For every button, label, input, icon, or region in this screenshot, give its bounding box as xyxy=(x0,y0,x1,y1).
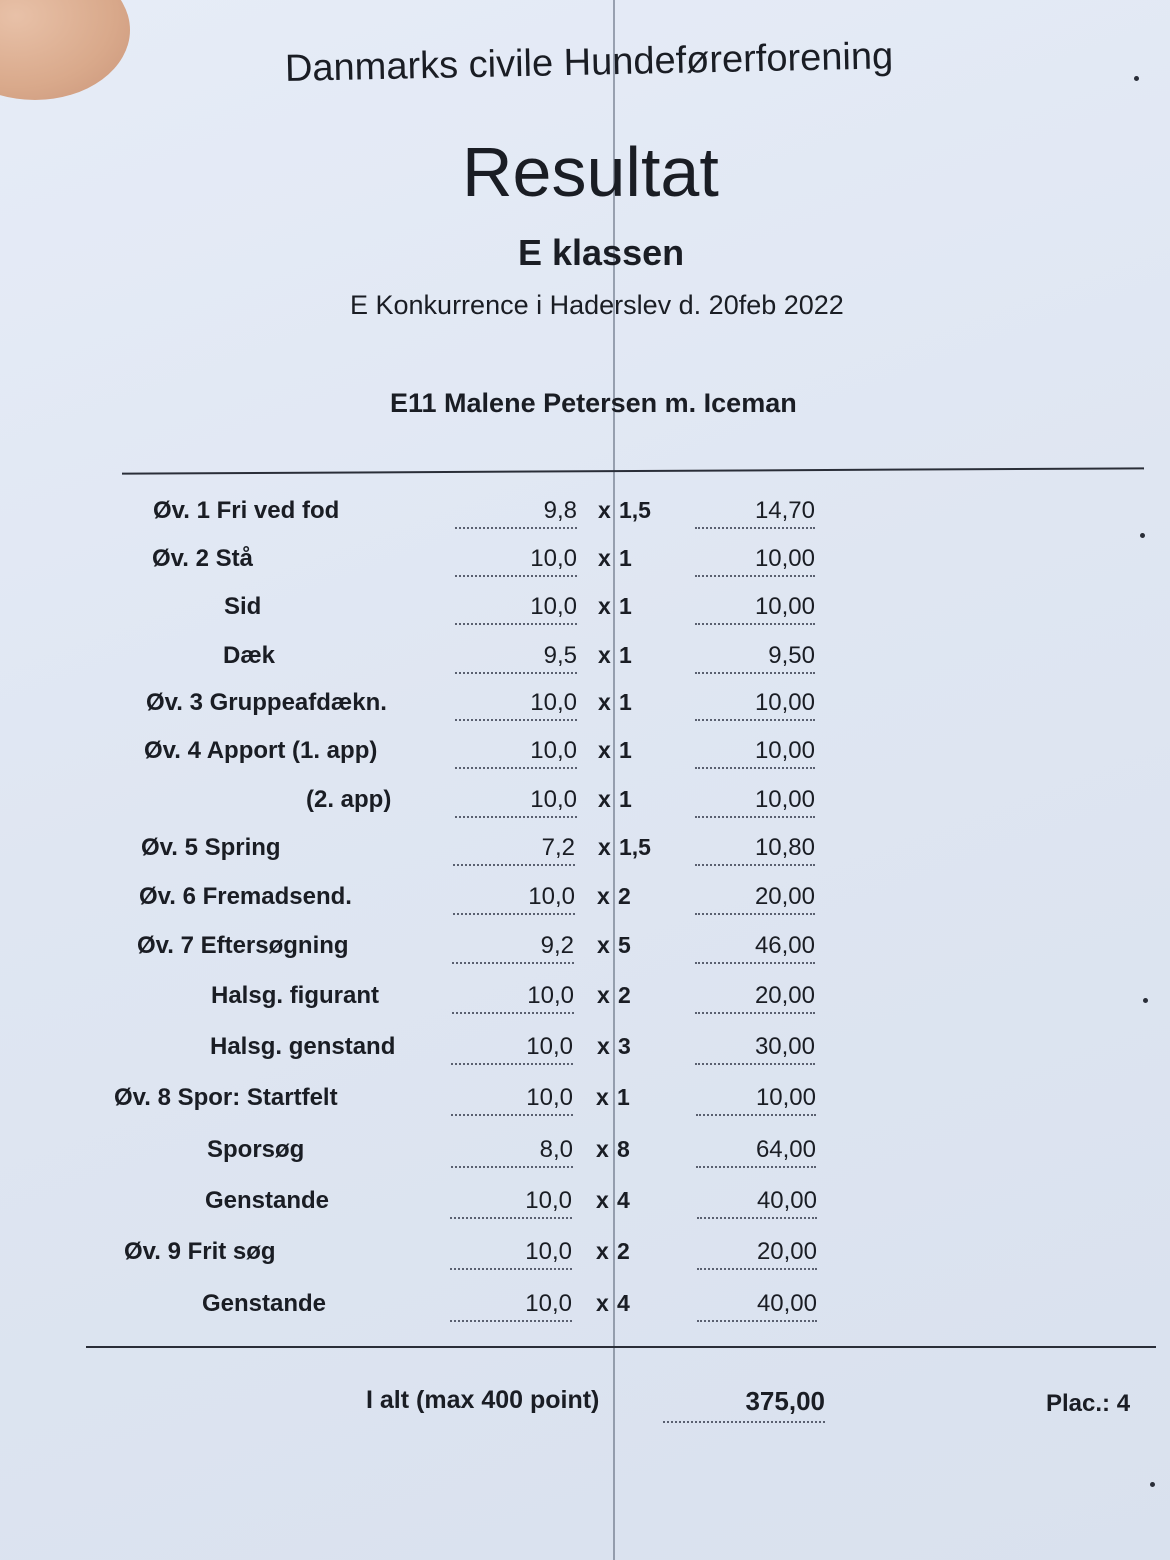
exercise-label: Øv. 9 Frit søg xyxy=(124,1238,276,1265)
multiplier-sign: x xyxy=(598,642,611,668)
exercise-label: Øv. 1 Fri ved fod xyxy=(153,497,340,524)
page-title: Resultat xyxy=(462,133,719,211)
table-row xyxy=(0,593,1170,633)
bottom-divider xyxy=(86,1346,1156,1348)
multiplier-sign: x xyxy=(596,1290,609,1316)
exercise-label: Øv. 2 Stå xyxy=(152,545,253,572)
top-divider xyxy=(122,467,1144,474)
points-value: 10,80 xyxy=(695,834,815,866)
multiplier-value: 1 xyxy=(619,545,632,571)
score-value: 10,0 xyxy=(455,689,577,721)
multiplier-value: 1 xyxy=(619,737,632,763)
multiplier xyxy=(596,1238,630,1265)
multiplier-value: 1 xyxy=(617,1084,630,1110)
multiplier xyxy=(596,1084,630,1111)
score-value: 10,0 xyxy=(452,982,574,1014)
table-row xyxy=(0,1290,1170,1330)
multiplier-sign: x xyxy=(597,982,610,1008)
table-row xyxy=(0,982,1170,1022)
multiplier-value: 8 xyxy=(617,1136,630,1162)
multiplier-value: 1 xyxy=(619,593,632,619)
multiplier-sign: x xyxy=(597,1033,610,1059)
score-value: 10,0 xyxy=(451,1033,573,1065)
score-value: 10,0 xyxy=(450,1238,572,1270)
speck xyxy=(1134,76,1139,81)
score-value: 10,0 xyxy=(450,1187,572,1219)
points-value: 10,00 xyxy=(696,1084,816,1116)
multiplier-value: 1,5 xyxy=(619,497,651,523)
score-value: 10,0 xyxy=(450,1290,572,1322)
exercise-label: Sporsøg xyxy=(207,1136,305,1163)
organization-name: Danmarks civile Hundeførerforening xyxy=(284,35,894,90)
multiplier-value: 2 xyxy=(618,883,631,909)
table-row xyxy=(0,1084,1170,1124)
multiplier-value: 1 xyxy=(619,642,632,668)
speck xyxy=(1150,1482,1155,1487)
points-value: 40,00 xyxy=(697,1187,817,1219)
exercise-label: Dæk xyxy=(223,642,276,669)
table-row xyxy=(0,786,1170,826)
score-value: 10,0 xyxy=(451,1084,573,1116)
multiplier-value: 5 xyxy=(618,932,631,958)
points-value: 20,00 xyxy=(697,1238,817,1270)
table-row xyxy=(0,642,1170,682)
multiplier-value: 1,5 xyxy=(619,834,651,860)
points-value: 20,00 xyxy=(695,982,815,1014)
multiplier-sign: x xyxy=(598,786,611,812)
table-row xyxy=(0,689,1170,729)
multiplier-sign: x xyxy=(596,1187,609,1213)
table-row xyxy=(0,932,1170,972)
multiplier xyxy=(596,1290,630,1317)
multiplier xyxy=(598,642,632,669)
class-heading: E klassen xyxy=(518,232,685,273)
points-value: 10,00 xyxy=(695,737,815,769)
exercise-label: Halsg. figurant xyxy=(211,982,380,1009)
multiplier xyxy=(598,834,651,861)
points-value: 14,70 xyxy=(695,497,815,529)
multiplier-value: 3 xyxy=(618,1033,631,1059)
multiplier-sign: x xyxy=(597,932,610,958)
multiplier-value: 4 xyxy=(617,1290,630,1316)
points-value: 10,00 xyxy=(695,689,815,721)
multiplier xyxy=(598,593,632,620)
multiplier-value: 1 xyxy=(619,689,632,715)
points-value: 40,00 xyxy=(697,1290,817,1322)
table-row xyxy=(0,737,1170,777)
score-value: 10,0 xyxy=(453,883,575,915)
multiplier xyxy=(597,932,631,959)
points-value: 10,00 xyxy=(695,545,815,577)
score-value: 10,0 xyxy=(455,737,577,769)
multiplier xyxy=(598,737,632,764)
photo-thumb xyxy=(0,0,130,100)
table-row xyxy=(0,883,1170,923)
entry-info: E11 Malene Petersen m. Iceman xyxy=(390,388,797,418)
multiplier-sign: x xyxy=(596,1084,609,1110)
exercise-label: Øv. 7 Eftersøgning xyxy=(137,932,349,959)
multiplier-sign: x xyxy=(598,497,611,523)
multiplier xyxy=(596,1136,630,1163)
placement: Plac.: 4 xyxy=(1046,1390,1131,1417)
exercise-label: Øv. 3 Gruppeafdækn. xyxy=(146,689,387,716)
score-value: 10,0 xyxy=(455,786,577,818)
multiplier-sign: x xyxy=(596,1136,609,1162)
points-value: 10,00 xyxy=(695,593,815,625)
total-value: 375,00 xyxy=(663,1386,825,1423)
multiplier-sign: x xyxy=(597,883,610,909)
points-value: 46,00 xyxy=(695,932,815,964)
points-value: 20,00 xyxy=(695,883,815,915)
multiplier xyxy=(597,982,631,1009)
exercise-label: Øv. 5 Spring xyxy=(141,834,281,861)
multiplier xyxy=(598,545,632,572)
exercise-label: Genstande xyxy=(202,1290,327,1317)
points-value: 10,00 xyxy=(695,786,815,818)
multiplier-sign: x xyxy=(598,834,611,860)
points-value: 9,50 xyxy=(695,642,815,674)
points-value: 30,00 xyxy=(695,1033,815,1065)
total-label: I alt (max 400 point) xyxy=(366,1386,600,1414)
exercise-label: Øv. 6 Fremadsend. xyxy=(139,883,352,910)
multiplier-value: 2 xyxy=(618,982,631,1008)
speck xyxy=(1143,998,1148,1003)
table-row xyxy=(0,1187,1170,1227)
multiplier-sign: x xyxy=(598,593,611,619)
score-value: 10,0 xyxy=(455,545,577,577)
speck xyxy=(1140,533,1145,538)
exercise-label: Halsg. genstand xyxy=(210,1033,396,1060)
multiplier-sign: x xyxy=(598,545,611,571)
multiplier xyxy=(598,786,632,813)
score-value: 9,8 xyxy=(455,497,577,529)
multiplier-sign: x xyxy=(598,689,611,715)
table-row xyxy=(0,1238,1170,1278)
multiplier xyxy=(597,883,631,910)
score-value: 8,0 xyxy=(451,1136,573,1168)
table-row xyxy=(0,1136,1170,1176)
exercise-label: Øv. 4 Apport (1. app) xyxy=(144,737,378,764)
exercise-label: Øv. 8 Spor: Startfelt xyxy=(114,1084,338,1111)
score-value: 9,2 xyxy=(452,932,574,964)
competition-info: E Konkurrence i Haderslev d. 20feb 2022 xyxy=(350,290,844,320)
exercise-label: (2. app) xyxy=(306,786,392,813)
exercise-label: Genstande xyxy=(205,1187,330,1214)
multiplier-sign: x xyxy=(596,1238,609,1264)
multiplier-value: 2 xyxy=(617,1238,630,1264)
multiplier-value: 4 xyxy=(617,1187,630,1213)
multiplier-sign: x xyxy=(598,737,611,763)
score-value: 7,2 xyxy=(453,834,575,866)
points-value: 64,00 xyxy=(696,1136,816,1168)
multiplier-value: 1 xyxy=(619,786,632,812)
table-row xyxy=(0,545,1170,585)
multiplier xyxy=(596,1187,630,1214)
multiplier xyxy=(598,689,632,716)
multiplier xyxy=(598,497,651,524)
exercise-label: Sid xyxy=(224,593,262,620)
table-row xyxy=(0,497,1170,537)
score-value: 10,0 xyxy=(455,593,577,625)
table-row xyxy=(0,834,1170,874)
multiplier xyxy=(597,1033,631,1060)
score-value: 9,5 xyxy=(455,642,577,674)
table-row xyxy=(0,1033,1170,1073)
